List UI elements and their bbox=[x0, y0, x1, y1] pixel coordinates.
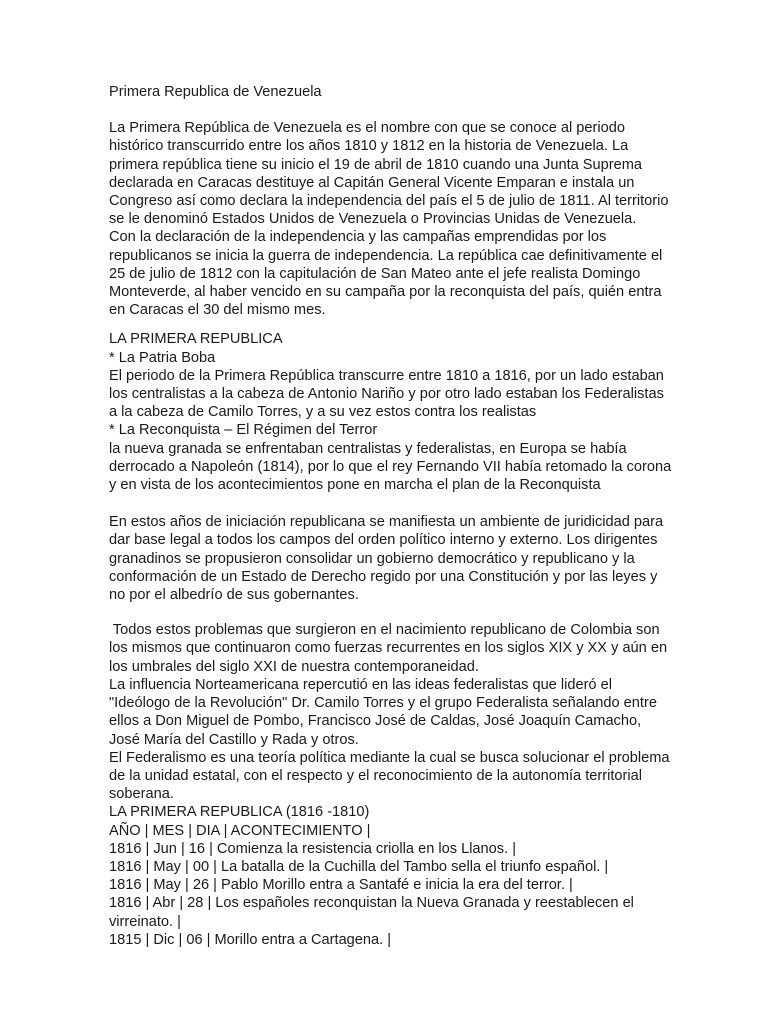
text-line: se le denominó Estados Unidos de Venezuela o Provincias Unidas de Venezuela. bbox=[109, 211, 637, 228]
text-line: republicanos se inicia la guerra de independencia. La república cae definitivamente el bbox=[109, 247, 663, 264]
text-line: a la cabeza de Camilo Torres, y a su vez estos contra los realistas bbox=[109, 404, 537, 421]
text-line: no por el albedrío de sus gobernantes. bbox=[109, 587, 359, 604]
text-line: los centralistas a la cabeza de Antonio Nariño y por otro lado estaban los Federalistas bbox=[109, 386, 664, 403]
timeline-heading: LA PRIMERA REPUBLICA (1816 -1810) bbox=[109, 804, 370, 821]
text-line: los umbrales del siglo XXI de nuestra contemporaneidad. bbox=[109, 658, 479, 675]
juridicidad-paragraph bbox=[109, 513, 664, 604]
text-line: Con la declaración de la independencia y las campañas emprendidas por los bbox=[109, 229, 607, 246]
text-line: "Ideólogo de la Revolución" Dr. Camilo Torres y el grupo Federalista señalando entre bbox=[109, 695, 657, 712]
text-line: El periodo de la Primera República transcurre entre 1810 a 1816, por un lado estaban bbox=[109, 367, 664, 384]
text-line: la nueva granada se enfrentaban centralistas y federalistas, en Europa se había bbox=[109, 440, 627, 457]
timeline-row: 1816 | Jun | 16 | Comienza la resistencia criolla en los Llanos. | bbox=[109, 840, 516, 857]
text-line: soberana. bbox=[109, 786, 174, 803]
federalismo-and-timeline bbox=[109, 621, 670, 949]
text-line: ellos a Don Miguel de Pombo, Francisco José de Caldas, José Joaquín Camacho, bbox=[109, 713, 642, 730]
document-page bbox=[109, 83, 672, 949]
text-line: El Federalismo es una teoría política mediante la cual se busca solucionar el problema bbox=[109, 749, 670, 766]
subheading-patria-boba: * La Patria Boba bbox=[109, 349, 216, 366]
text-line: los mismos que continuaron como fuerzas recurrentes en los siglos XIX y XX y aún en bbox=[109, 640, 668, 657]
text-line: Congreso así como declara la independencia del país el 5 de julio de 1811. Al territorio bbox=[109, 193, 669, 210]
text-line: histórico transcurrido entre los años 1810 y 1812 en la historia de Venezuela. La bbox=[109, 138, 629, 155]
text-line: Monteverde, al haber vencido en su campaña por la reconquista del país, quién entra bbox=[109, 284, 662, 301]
intro-paragraph bbox=[109, 119, 669, 319]
text-line: En estos años de iniciación republicana se manifiesta un ambiente de juridicidad para bbox=[109, 514, 664, 531]
text-line: granadinos se propusieron consolidar un gobierno democrático y republicano y la bbox=[109, 550, 635, 567]
text-line: declarada en Caracas destituye al Capitán General Vicente Emparan e instala un bbox=[109, 174, 635, 191]
text-line: conformación de un Estado de Derecho regido por una Constitución y por las leyes y bbox=[109, 568, 658, 585]
document-title: Primera Republica de Venezuela bbox=[109, 84, 322, 100]
text-line: derrocado a Napoleón (1814), por lo que el rey Fernando VII había retomado la corona bbox=[109, 458, 672, 475]
text-line: La influencia Norteamericana repercutió en las ideas federalistas que lideró el bbox=[109, 676, 612, 693]
text-line: La Primera República de Venezuela es el nombre con que se conoce al periodo bbox=[109, 120, 625, 137]
timeline-row-continued: virreinato. | bbox=[109, 913, 181, 930]
timeline-row: 1816 | May | 00 | La batalla de la Cuchilla del Tambo sella el triunfo español. | bbox=[109, 858, 609, 875]
text-line: 25 de julio de 1812 con la capitulación de San Mateo ante el jefe realista Domingo bbox=[109, 265, 641, 282]
text-line: Todos estos problemas que surgieron en el nacimiento republicano de Colombia son bbox=[109, 622, 660, 639]
subheading-reconquista: * La Reconquista – El Régimen del Terror bbox=[109, 422, 378, 439]
text-line: primera república tiene su inicio el 19 de abril de 1810 cuando una Junta Suprema bbox=[109, 156, 643, 173]
timeline-row: 1816 | Abr | 28 | Los españoles reconquistan la Nueva Granada y reestablecen el bbox=[109, 895, 634, 912]
timeline-row: 1816 | May | 26 | Pablo Morillo entra a Santafé e inicia la era del terror. | bbox=[109, 877, 573, 894]
text-line: de la unidad estatal, con el respecto y el reconocimiento de la autonomía territorial bbox=[109, 767, 642, 784]
timeline-row: 1815 | Dic | 06 | Morillo entra a Cartagena. | bbox=[109, 931, 392, 948]
timeline-header-row: AÑO | MES | DIA | ACONTECIMIENTO | bbox=[109, 822, 371, 839]
text-line: José María del Castillo y Rada y otros. bbox=[109, 731, 359, 748]
text-line: en Caracas el 30 del mismo mes. bbox=[109, 302, 326, 319]
text-line: dar base legal a todos los campos del orden político interno y externo. Los dirigentes bbox=[109, 532, 658, 549]
text-line: y en vista de los acontecimientos pone en marcha el plan de la Reconquista bbox=[109, 477, 601, 494]
section-heading: LA PRIMERA REPUBLICA bbox=[109, 331, 283, 348]
section-primera-republica bbox=[109, 330, 672, 494]
